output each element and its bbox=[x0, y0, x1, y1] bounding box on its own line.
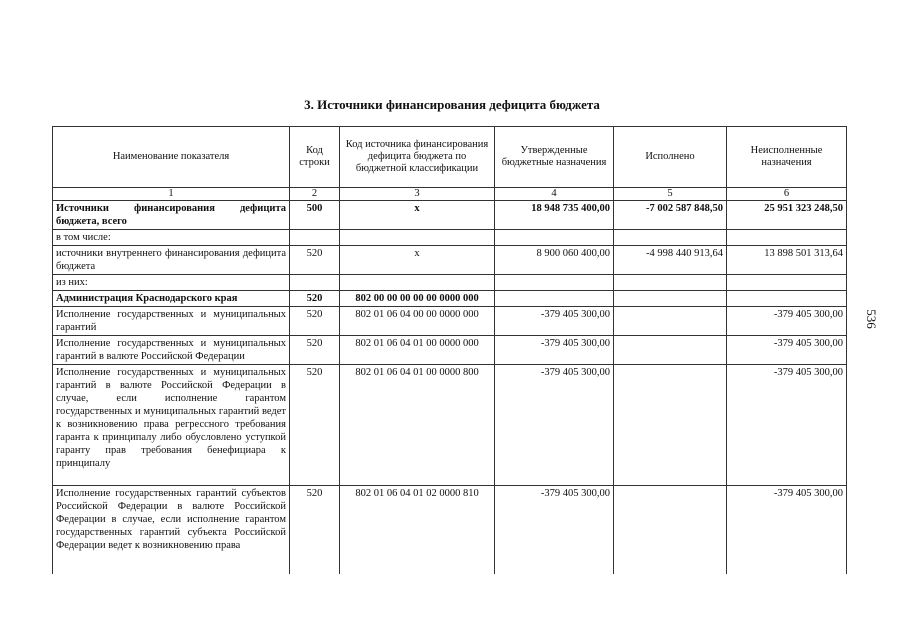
table-row bbox=[53, 336, 847, 365]
table-row bbox=[53, 201, 847, 230]
header-source-code: Код источника финансирования дефицита бюджета по бюджетной классификации bbox=[340, 127, 495, 188]
row-executed: -7 002 587 848,50 bbox=[614, 201, 727, 230]
page-number: 536 bbox=[863, 309, 879, 329]
row-unexecuted: -379 405 300,00 bbox=[727, 336, 847, 365]
row-executed bbox=[614, 486, 727, 575]
row-name: Исполнение государственных и муниципальных гарантий в валюте Российской Федерации bbox=[53, 336, 290, 365]
table-row bbox=[53, 486, 847, 575]
row-unexecuted bbox=[727, 291, 847, 307]
row-unexecuted: -379 405 300,00 bbox=[727, 307, 847, 336]
table-row bbox=[53, 365, 847, 486]
budget-sources-table bbox=[52, 126, 847, 574]
row-code: 500 bbox=[290, 201, 340, 230]
row-code: 520 bbox=[290, 291, 340, 307]
row-source-code bbox=[340, 275, 495, 291]
column-number: 2 bbox=[290, 188, 340, 201]
row-name: в том числе: bbox=[53, 230, 290, 246]
row-executed bbox=[614, 307, 727, 336]
row-name: из них: bbox=[53, 275, 290, 291]
table-row bbox=[53, 230, 847, 246]
header-executed: Исполнено bbox=[614, 127, 727, 188]
table-header-row bbox=[53, 127, 847, 188]
row-source-code: х bbox=[340, 246, 495, 275]
row-approved: -379 405 300,00 bbox=[495, 486, 614, 575]
row-source-code bbox=[340, 230, 495, 246]
row-executed bbox=[614, 336, 727, 365]
row-executed bbox=[614, 365, 727, 486]
row-source-code: 802 00 00 00 00 00 0000 000 bbox=[340, 291, 495, 307]
table-row bbox=[53, 275, 847, 291]
row-executed: -4 998 440 913,64 bbox=[614, 246, 727, 275]
row-name: Исполнение государственных и муниципальных гарантий в валюте Российской Федерации в случае, если исполнение гарантом государственных и муниципальных гарантий ведет к возникновению права регрессного требования гаранта к принципалу либо обусловлено уступкой гаранту прав требования бенефициара к принципалу bbox=[53, 365, 290, 486]
row-code: 520 bbox=[290, 486, 340, 575]
row-approved: -379 405 300,00 bbox=[495, 365, 614, 486]
row-source-code: 802 01 06 04 01 00 0000 800 bbox=[340, 365, 495, 486]
header-approved: Утвержденные бюджетные назначения bbox=[495, 127, 614, 188]
row-unexecuted bbox=[727, 230, 847, 246]
row-unexecuted bbox=[727, 275, 847, 291]
row-executed bbox=[614, 291, 727, 307]
row-unexecuted: 13 898 501 313,64 bbox=[727, 246, 847, 275]
column-number: 6 bbox=[727, 188, 847, 201]
row-name: Исполнение государственных и муниципальных гарантий bbox=[53, 307, 290, 336]
row-unexecuted: 25 951 323 248,50 bbox=[727, 201, 847, 230]
row-code bbox=[290, 230, 340, 246]
row-source-code: х bbox=[340, 201, 495, 230]
row-name: Администрация Краснодарского края bbox=[53, 291, 290, 307]
row-executed bbox=[614, 230, 727, 246]
table-row bbox=[53, 307, 847, 336]
table-row bbox=[53, 246, 847, 275]
row-code: 520 bbox=[290, 307, 340, 336]
header-row-code: Код строки bbox=[290, 127, 340, 188]
row-approved bbox=[495, 291, 614, 307]
row-source-code: 802 01 06 04 00 00 0000 000 bbox=[340, 307, 495, 336]
column-number: 3 bbox=[340, 188, 495, 201]
row-code: 520 bbox=[290, 336, 340, 365]
column-number: 1 bbox=[53, 188, 290, 201]
row-name: Исполнение государственных гарантий субъектов Российской Федерации в валюте Российской Федерации в случае, если исполнение гарантом государственных гарантий субъекта Российской Федерации ведет к возникновению права bbox=[53, 486, 290, 575]
row-name: Источники финансирования дефицита бюджета, всего bbox=[53, 201, 290, 230]
row-code: 520 bbox=[290, 365, 340, 486]
row-approved: 18 948 735 400,00 bbox=[495, 201, 614, 230]
row-code: 520 bbox=[290, 246, 340, 275]
row-approved bbox=[495, 275, 614, 291]
row-unexecuted: -379 405 300,00 bbox=[727, 486, 847, 575]
column-number: 4 bbox=[495, 188, 614, 201]
row-code bbox=[290, 275, 340, 291]
header-indicator-name: Наименование показателя bbox=[53, 127, 290, 188]
row-unexecuted: -379 405 300,00 bbox=[727, 365, 847, 486]
header-unexecuted: Неисполненные назначения bbox=[727, 127, 847, 188]
column-number: 5 bbox=[614, 188, 727, 201]
row-approved: 8 900 060 400,00 bbox=[495, 246, 614, 275]
row-approved: -379 405 300,00 bbox=[495, 336, 614, 365]
column-numbers-row bbox=[53, 188, 847, 201]
row-approved bbox=[495, 230, 614, 246]
row-source-code: 802 01 06 04 01 02 0000 810 bbox=[340, 486, 495, 575]
row-source-code: 802 01 06 04 01 00 0000 000 bbox=[340, 336, 495, 365]
page-title: 3. Источники финансирования дефицита бюджета bbox=[304, 97, 600, 112]
row-approved: -379 405 300,00 bbox=[495, 307, 614, 336]
table-row bbox=[53, 291, 847, 307]
row-name: источники внутреннего финансирования дефицита бюджета bbox=[53, 246, 290, 275]
row-executed bbox=[614, 275, 727, 291]
